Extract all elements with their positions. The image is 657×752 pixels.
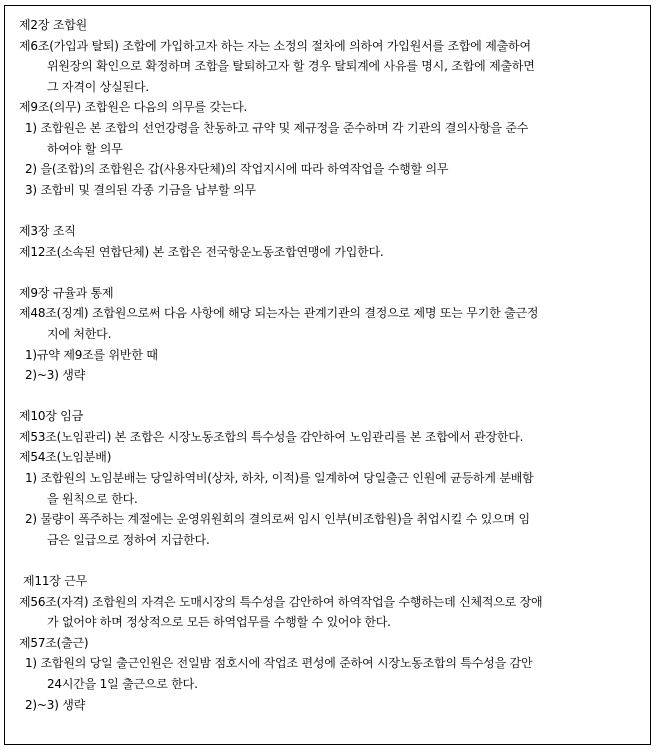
list-item: 1) 조합원의 노임분배는 당일하역비(상차, 하차, 이적)를 일계하여 당일출근 인원에 균등하게 분배함 (25, 471, 534, 486)
article-48: 제48조(징계) 조합원으로써 다음 사항에 해당 되는자는 관계기관의 결정으로 제명 또는 무기한 출근정 (19, 306, 539, 321)
list-item: 1) 조합원은 본 조합의 선언강령을 찬동하고 규약 및 제규정을 준수하며 각 기관의 결의사항을 준수 (25, 120, 529, 135)
list-item: 2)~3) 생략 (25, 697, 86, 712)
article-56: 제56조(자격) 조합원의 자격은 도매시장의 특수성을 감안하여 하역작업을 수행하는데 신체적으로 장애 (19, 594, 543, 609)
list-item-cont: 24시간을 1일 출근으로 한다. (47, 677, 198, 691)
chapter-heading: 제10장 임금 (19, 409, 84, 424)
article-6: 제6조(가입과 탈퇴) 조합에 가입하고자 하는 자는 소정의 절차에 의하여 가입원서를 조합에 제출하여 (19, 38, 531, 53)
article-57: 제57조(출근) (19, 635, 89, 650)
chapter-heading: 제11장 근무 (23, 574, 88, 589)
list-item-cont: 금은 일급으로 정하여 지급한다. (47, 532, 210, 547)
list-item: 1)규약 제9조를 위반한 때 (25, 347, 158, 362)
document-frame (4, 5, 651, 745)
article-54: 제54조(노임분배) (19, 450, 112, 465)
list-item: 2) 을(조합)의 조합원은 갑(사용자단체)의 작업지시에 따라 하역작업을 수행할 의무 (25, 162, 449, 177)
article-9: 제9조(의무) 조합원은 다음의 의무를 갖는다. (19, 100, 248, 115)
blank-line (19, 550, 647, 571)
list-item-cont: 을 원칙으로 한다. (47, 491, 138, 506)
list-item: 2) 물량이 폭주하는 계절에는 운영위원회의 결의로써 임시 인부(비조합원)을 취업시킬 수 있으며 임 (25, 512, 530, 527)
blank-line (19, 200, 647, 221)
article-6-cont: 위원장의 확인으로 확정하며 조합을 탈퇴하고자 할 경우 탈퇴계에 사유를 명시, 조합에 제출하면 (47, 59, 535, 74)
chapter-heading: 제2장 조합원 (19, 18, 88, 32)
list-item: 1) 조합원의 당일 출근인원은 전일밤 점호시에 작업조 편성에 준하여 시장노동조합의 특수성을 감안 (25, 656, 533, 671)
article-48-cont: 지에 처한다. (47, 326, 112, 341)
article-6-cont: 그 자격이 상실된다. (47, 79, 149, 94)
chapter-heading: 제3장 조직 (19, 223, 76, 238)
list-item: 2)~3) 생략 (25, 368, 86, 383)
article-53: 제53조(노임관리) 본 조합은 시장노동조합의 특수성을 감안하여 노임관리를 본 조합에서 관장한다. (19, 429, 524, 444)
list-item: 3) 조합비 및 결의된 각종 기금을 납부할 의무 (25, 182, 256, 197)
article-56-cont: 가 없어야 하며 정상적으로 모든 하역업무를 수행할 수 있어야 한다. (47, 615, 391, 630)
blank-line (19, 262, 647, 283)
document-body (19, 15, 647, 715)
chapter-heading: 제9장 규율과 통제 (19, 285, 114, 300)
article-12: 제12조(소속된 연합단체) 본 조합은 전국항운노동조합연맹에 가입한다. (19, 244, 384, 259)
list-item-cont: 하여야 할 의무 (47, 141, 123, 156)
blank-line (19, 386, 647, 407)
